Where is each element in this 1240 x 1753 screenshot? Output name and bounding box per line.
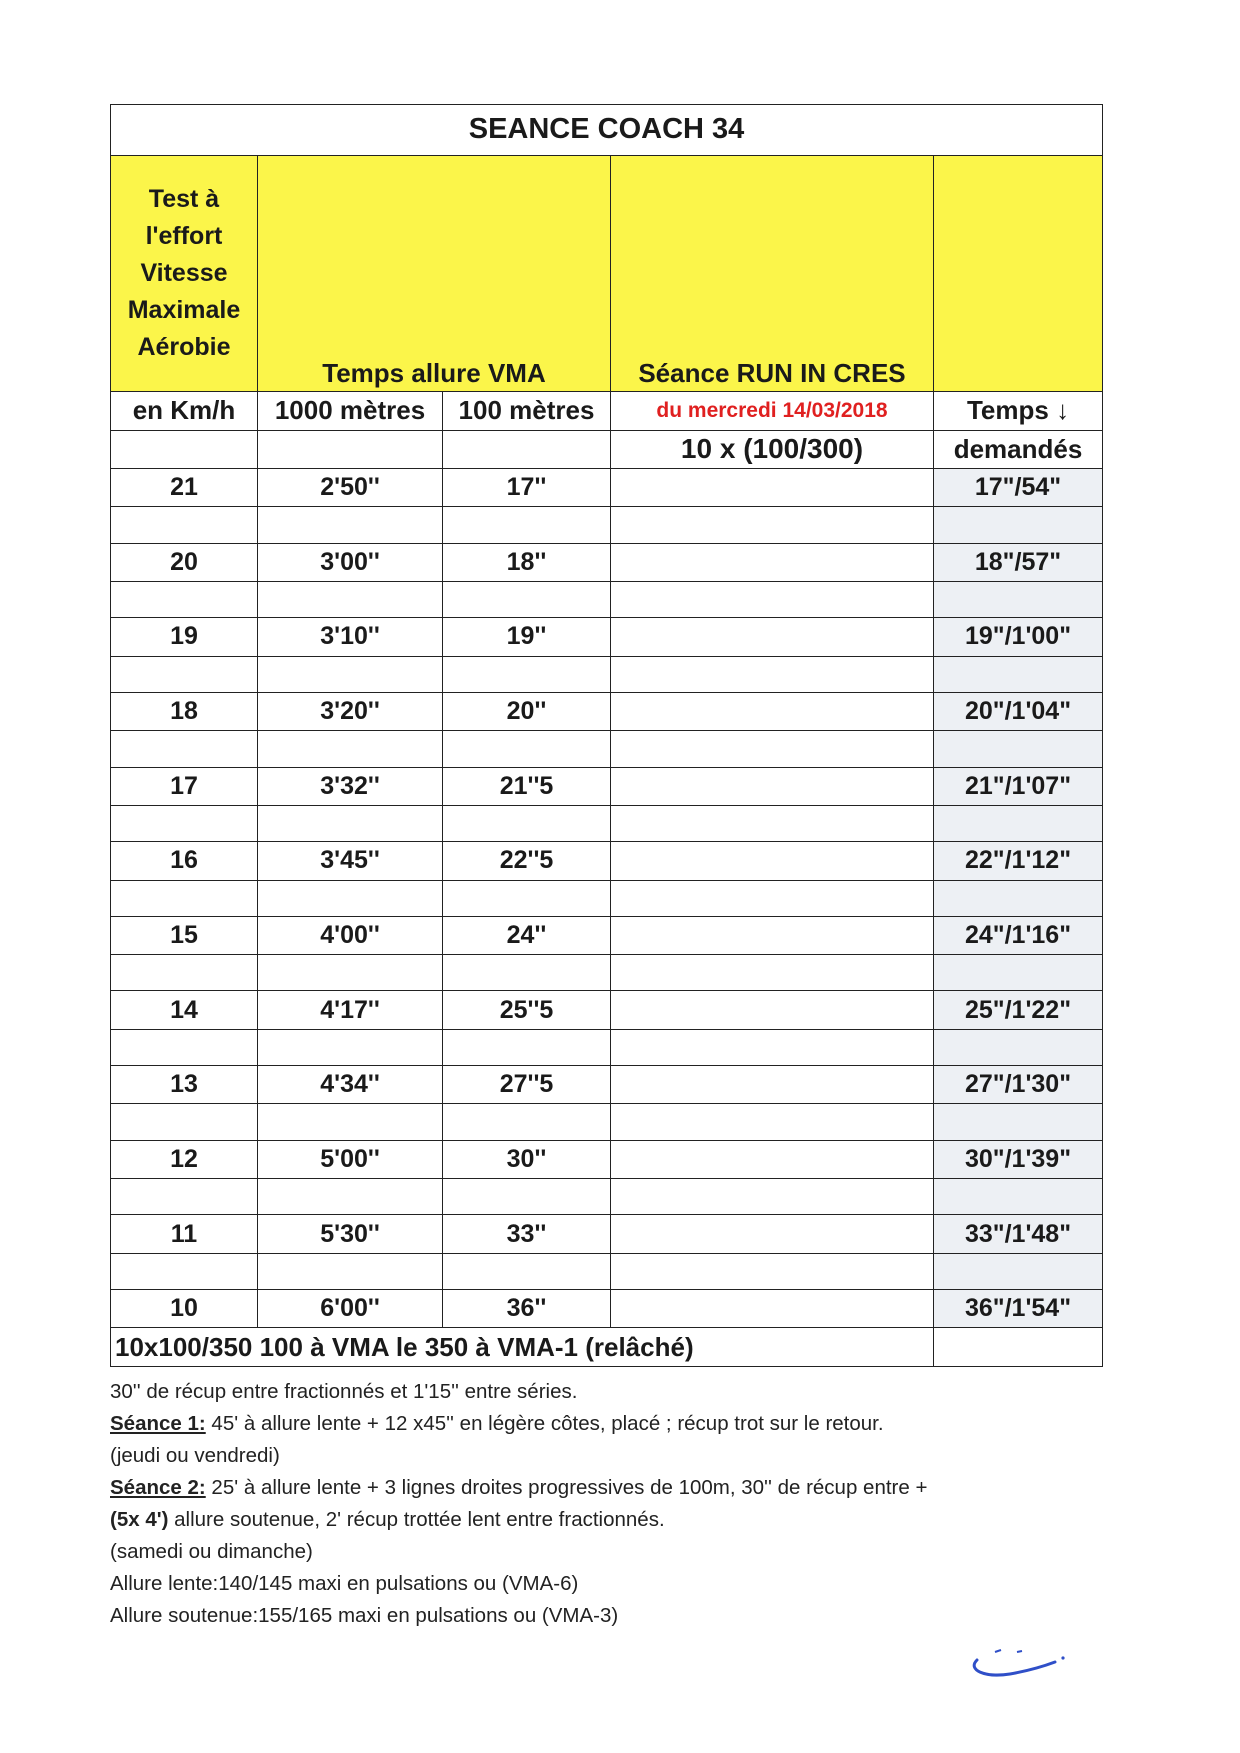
spacer-row xyxy=(111,1179,1103,1215)
seance-cell xyxy=(611,767,934,805)
seance-cell xyxy=(611,692,934,730)
seance-cell xyxy=(611,468,934,506)
note-allure-soutenue: Allure soutenue:155/165 maxi en pulsations ou (VMA-3) xyxy=(110,1604,619,1627)
vma-cell: 15 xyxy=(111,916,258,954)
unit-label: en Km/h xyxy=(111,392,258,430)
time-1000m-cell: 4'17'' xyxy=(258,991,443,1029)
temps-label: Temps ↓ xyxy=(934,392,1103,430)
time-100m-cell: 17'' xyxy=(443,468,611,506)
pen-scribble xyxy=(965,1640,1075,1690)
spacer-row xyxy=(111,1029,1103,1065)
session-table xyxy=(110,104,1103,1367)
temps-demandes-cell: 17"/54" xyxy=(934,468,1103,506)
session-reps: 10 x (100/300) xyxy=(611,430,934,468)
empty-header xyxy=(934,155,1103,391)
vma-cell: 16 xyxy=(111,842,258,880)
time-100m-cell: 18'' xyxy=(443,543,611,581)
time-1000m-cell: 6'00'' xyxy=(258,1289,443,1327)
temps-demandes-cell: 25"/1'22" xyxy=(934,991,1103,1029)
seance-header: Séance RUN IN CRES xyxy=(611,155,934,391)
vma-cell: 14 xyxy=(111,991,258,1029)
footer-row xyxy=(111,1328,1103,1367)
table-row xyxy=(111,1140,1103,1178)
temps-demandes-cell: 27"/1'30" xyxy=(934,1066,1103,1104)
vma-cell: 13 xyxy=(111,1066,258,1104)
table-row xyxy=(111,767,1103,805)
temps-demandes-cell: 24"/1'16" xyxy=(934,916,1103,954)
spacer-row xyxy=(111,507,1103,543)
vma-cell: 12 xyxy=(111,1140,258,1178)
time-1000m-cell: 3'20'' xyxy=(258,692,443,730)
footer-summary: 10x100/350 100 à VMA le 350 à VMA-1 (relâché) xyxy=(111,1328,934,1367)
seance-cell xyxy=(611,543,934,581)
time-100m-cell: 22''5 xyxy=(443,842,611,880)
seance-cell xyxy=(611,991,934,1029)
table-title: SEANCE COACH 34 xyxy=(111,105,1103,156)
demandes-label: demandés xyxy=(934,430,1103,468)
time-100m-cell: 36'' xyxy=(443,1289,611,1327)
note-seance-1-days: (jeudi ou vendredi) xyxy=(110,1444,280,1467)
table-row xyxy=(111,1289,1103,1327)
time-1000m-cell: 5'00'' xyxy=(258,1140,443,1178)
table-row xyxy=(111,1215,1103,1253)
table-row xyxy=(111,468,1103,506)
vma-cell: 18 xyxy=(111,692,258,730)
table-row xyxy=(111,543,1103,581)
seance-cell xyxy=(611,842,934,880)
col-1000m-label: 1000 mètres xyxy=(258,392,443,430)
time-100m-cell: 24'' xyxy=(443,916,611,954)
notes xyxy=(110,1376,1110,1632)
seance-cell xyxy=(611,618,934,656)
vma-cell: 11 xyxy=(111,1215,258,1253)
vma-cell: 20 xyxy=(111,543,258,581)
seance-cell xyxy=(611,1289,934,1327)
note-seance-2-cont: (5x 4') allure soutenue, 2' récup trottée lent entre fractionnés. xyxy=(110,1508,665,1531)
note-recovery: 30'' de récup entre fractionnés et 1'15'' entre séries. xyxy=(110,1380,578,1403)
temps-demandes-cell: 20"/1'04" xyxy=(934,692,1103,730)
time-1000m-cell: 3'00'' xyxy=(258,543,443,581)
temps-demandes-cell: 21"/1'07" xyxy=(934,767,1103,805)
temps-allure-header: Temps allure VMA xyxy=(258,155,611,391)
vma-test-header: Test à l'effort Vitesse Maximale Aérobie xyxy=(111,155,258,391)
spacer-row xyxy=(111,1104,1103,1140)
temps-demandes-cell: 22"/1'12" xyxy=(934,842,1103,880)
temps-demandes-cell: 18"/57" xyxy=(934,543,1103,581)
time-1000m-cell: 4'34'' xyxy=(258,1066,443,1104)
time-1000m-cell: 4'00'' xyxy=(258,916,443,954)
note-seance-1: Séance 1: 45' à allure lente + 12 x45'' en légère côtes, placé ; récup trot sur le retour. xyxy=(110,1412,884,1435)
session-date: du mercredi 14/03/2018 xyxy=(611,392,934,430)
vma-cell: 17 xyxy=(111,767,258,805)
table-row xyxy=(111,991,1103,1029)
time-100m-cell: 21''5 xyxy=(443,767,611,805)
seance-cell xyxy=(611,1140,934,1178)
col-100m-label: 100 mètres xyxy=(443,392,611,430)
time-100m-cell: 30'' xyxy=(443,1140,611,1178)
time-100m-cell: 27''5 xyxy=(443,1066,611,1104)
table-row xyxy=(111,916,1103,954)
time-1000m-cell: 3'32'' xyxy=(258,767,443,805)
time-1000m-cell: 2'50'' xyxy=(258,468,443,506)
vma-cell: 21 xyxy=(111,468,258,506)
time-100m-cell: 19'' xyxy=(443,618,611,656)
spacer-row xyxy=(111,880,1103,916)
time-100m-cell: 25''5 xyxy=(443,991,611,1029)
note-seance-2: Séance 2: 25' à allure lente + 3 lignes droites progressives de 100m, 30'' de récup entre + xyxy=(110,1476,928,1499)
spacer-row xyxy=(111,731,1103,767)
seance-cell xyxy=(611,1066,934,1104)
seance-cell xyxy=(611,1215,934,1253)
arrow-down-icon: ↓ xyxy=(1056,395,1070,426)
temps-demandes-cell: 36"/1'54" xyxy=(934,1289,1103,1327)
time-100m-cell: 33'' xyxy=(443,1215,611,1253)
temps-demandes-cell: 19"/1'00" xyxy=(934,618,1103,656)
time-1000m-cell: 5'30'' xyxy=(258,1215,443,1253)
table-row xyxy=(111,1066,1103,1104)
table-row xyxy=(111,842,1103,880)
table-row xyxy=(111,692,1103,730)
temps-demandes-cell: 33"/1'48" xyxy=(934,1215,1103,1253)
time-100m-cell: 20'' xyxy=(443,692,611,730)
spacer-row xyxy=(111,955,1103,991)
spacer-row xyxy=(111,805,1103,841)
spacer-row xyxy=(111,1253,1103,1289)
spacer-row xyxy=(111,656,1103,692)
spacer-row xyxy=(111,581,1103,617)
temps-demandes-cell: 30"/1'39" xyxy=(934,1140,1103,1178)
vma-cell: 10 xyxy=(111,1289,258,1327)
table-row xyxy=(111,618,1103,656)
time-1000m-cell: 3'10'' xyxy=(258,618,443,656)
seance-cell xyxy=(611,916,934,954)
vma-cell: 19 xyxy=(111,618,258,656)
note-seance-2-days: (samedi ou dimanche) xyxy=(110,1540,313,1563)
note-allure-lente: Allure lente:140/145 maxi en pulsations ou (VMA-6) xyxy=(110,1572,579,1595)
time-1000m-cell: 3'45'' xyxy=(258,842,443,880)
